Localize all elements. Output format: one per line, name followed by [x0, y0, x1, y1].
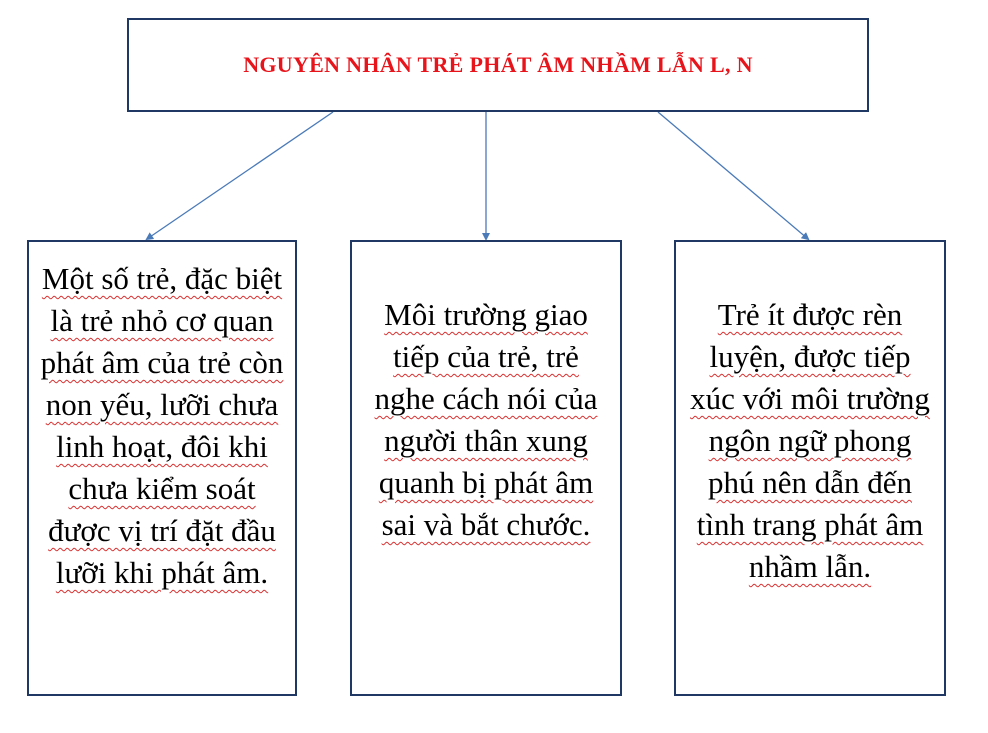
- cause-box-1: [27, 240, 297, 696]
- arrow-to-cause-1: [147, 112, 333, 239]
- arrow-to-cause-3: [658, 112, 808, 239]
- diagram-title: NGUYÊN NHÂN TRẺ PHÁT ÂM NHẦM LẪN L, N: [243, 52, 753, 77]
- cause-box-3: [674, 240, 946, 696]
- cause-box-2: [350, 240, 622, 696]
- cause-text-2: Môi trường giao tiếp của trẻ, trẻ nghe cách nói của người thân xung quanh bị phát âm sai và bắt chước.: [374, 297, 598, 542]
- cause-text-3: Trẻ ít được rèn luyện, được tiếp xúc với môi trường ngôn ngữ phong phú nên dẫn đến tình trang phát âm nhầm lẫn.: [690, 297, 930, 584]
- cause-text-1: Một số trẻ, đặc biệt là trẻ nhỏ cơ quan phát âm của trẻ còn non yếu, lưỡi chưa linh hoạt, đôi khi chưa kiểm soát được vị trí đặt đầu lưỡi khi phát âm.: [40, 261, 284, 590]
- title-box: [127, 18, 869, 112]
